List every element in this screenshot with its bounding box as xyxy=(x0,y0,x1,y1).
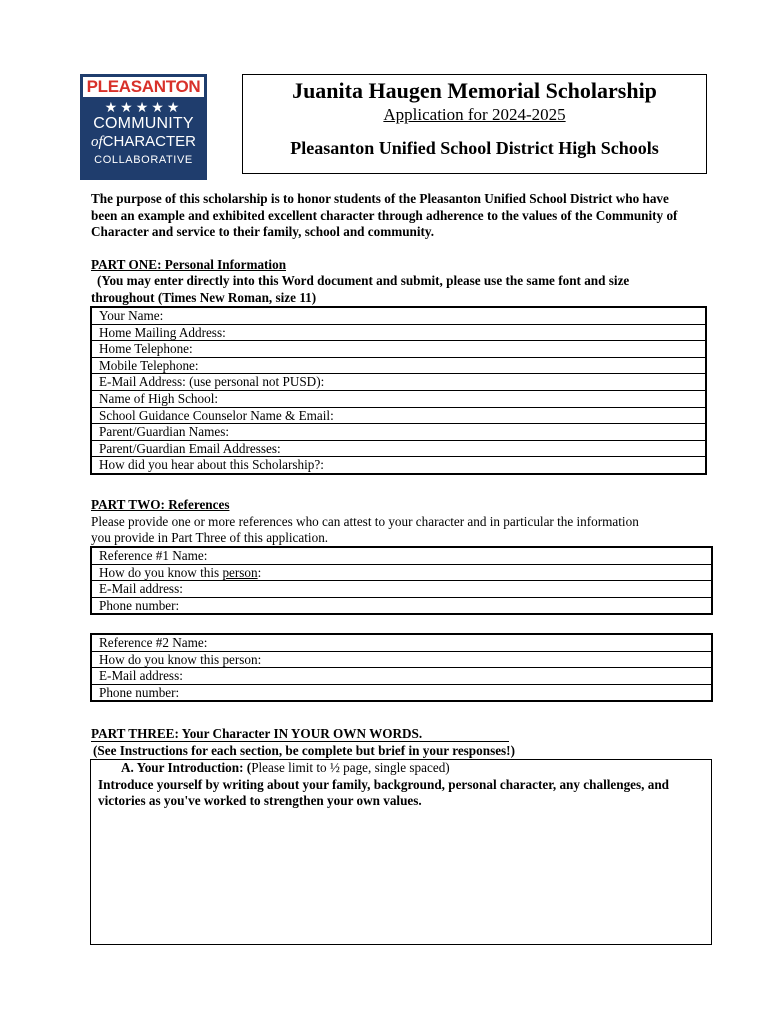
logo-collaborative-text: COLLABORATIVE xyxy=(94,154,193,166)
ref1-know-suffix: : xyxy=(257,564,262,580)
personal-info-row xyxy=(91,307,706,324)
district-heading: Pleasanton Unified School District High Schools xyxy=(290,138,659,158)
personal-info-field[interactable]: Mobile Telephone: xyxy=(91,357,706,374)
ref2-phone-field[interactable]: Phone number: xyxy=(91,684,712,701)
reference-1-table xyxy=(90,546,713,615)
ref1-email-field[interactable]: E-Mail address: xyxy=(91,581,712,598)
personal-info-field[interactable]: How did you hear about this Scholarship?: xyxy=(91,457,706,474)
logo-of-text: of xyxy=(90,134,103,150)
personal-info-row xyxy=(91,407,706,424)
personal-info-field[interactable]: Parent/Guardian Email Addresses: xyxy=(91,440,706,457)
logo-pleasanton-text: PLEASANTON xyxy=(83,77,204,97)
part-two-intro-line1: Please provide one or more references who can attest to your character and in particular the information xyxy=(91,514,639,529)
section-a-label: A. Your Introduction: ( xyxy=(121,760,252,775)
personal-info-field[interactable]: School Guidance Counselor Name & Email: xyxy=(91,407,706,424)
personal-info-row xyxy=(91,374,706,391)
section-a-limit: Please limit to ½ page, single spaced) xyxy=(251,760,450,775)
personal-info-field[interactable]: Home Telephone: xyxy=(91,341,706,358)
logo-character-text: CHARACTER xyxy=(102,133,196,150)
section-a-heading xyxy=(91,760,711,777)
personal-info-row xyxy=(91,357,706,374)
ref1-name-field[interactable]: Reference #1 Name: xyxy=(91,547,712,564)
personal-info-field[interactable]: Home Mailing Address: xyxy=(91,324,706,341)
page-title: Juanita Haugen Memorial Scholarship xyxy=(292,78,657,103)
ref2-know-field[interactable]: How do you know this person: xyxy=(91,651,712,668)
ref2-name-field[interactable]: Reference #2 Name: xyxy=(91,634,712,651)
personal-info-row xyxy=(91,440,706,457)
personal-info-row xyxy=(91,457,706,474)
page-subtitle-text: Application for 2024-2025 xyxy=(383,105,566,124)
ref1-phone-field[interactable]: Phone number: xyxy=(91,597,712,614)
header-box xyxy=(242,74,707,174)
part-two-heading: PART TWO: References xyxy=(91,497,230,512)
introduction-response-box[interactable] xyxy=(90,759,712,945)
logo-character-line xyxy=(81,133,206,151)
ref1-know-field[interactable] xyxy=(91,564,712,581)
part-two-intro-line2: you provide in Part Three of this application. xyxy=(91,530,329,545)
part-one-note: (You may enter directly into this Word document and submit, please use the same font and size throughout (Times New Roman, size 11) xyxy=(91,273,630,305)
personal-info-row xyxy=(91,341,706,358)
page-subtitle xyxy=(243,104,706,126)
part-one-heading: PART ONE: Personal Information xyxy=(91,257,287,272)
part-three-heading: PART THREE: Your Character IN YOUR OWN WORDS. xyxy=(91,726,509,742)
ref1-know-person: person xyxy=(222,564,258,580)
logo-stars: ★★★★★ xyxy=(104,99,183,115)
personal-info-field[interactable]: Parent/Guardian Names: xyxy=(91,424,706,441)
reference-2-table xyxy=(90,633,713,702)
personal-info-field[interactable]: Your Name: xyxy=(91,307,706,324)
personal-info-field[interactable]: Name of High School: xyxy=(91,390,706,407)
section-a-prompt: Introduce yourself by writing about your family, background, personal character, any challenges, and victories as you've worked to strengthen your own values. xyxy=(98,776,670,809)
community-of-character-logo xyxy=(80,74,207,180)
personal-info-field[interactable]: E-Mail Address: (use personal not PUSD): xyxy=(91,374,706,391)
purpose-paragraph: The purpose of this scholarship is to honor students of the Pleasanton Unified School District who have been an example and exhibited excellent character through adherence to the values of the Community of Character and service to their family, school and community. xyxy=(91,191,678,240)
personal-info-row xyxy=(91,324,706,341)
logo-community-text: COMMUNITY xyxy=(93,115,194,132)
part-three-note: (See Instructions for each section, be complete but brief in your responses!) xyxy=(93,743,515,758)
personal-info-table xyxy=(90,306,707,475)
personal-info-row xyxy=(91,390,706,407)
ref2-email-field[interactable]: E-Mail address: xyxy=(91,668,712,685)
personal-info-row xyxy=(91,424,706,441)
ref1-know-prefix: How do you know this xyxy=(99,564,223,580)
